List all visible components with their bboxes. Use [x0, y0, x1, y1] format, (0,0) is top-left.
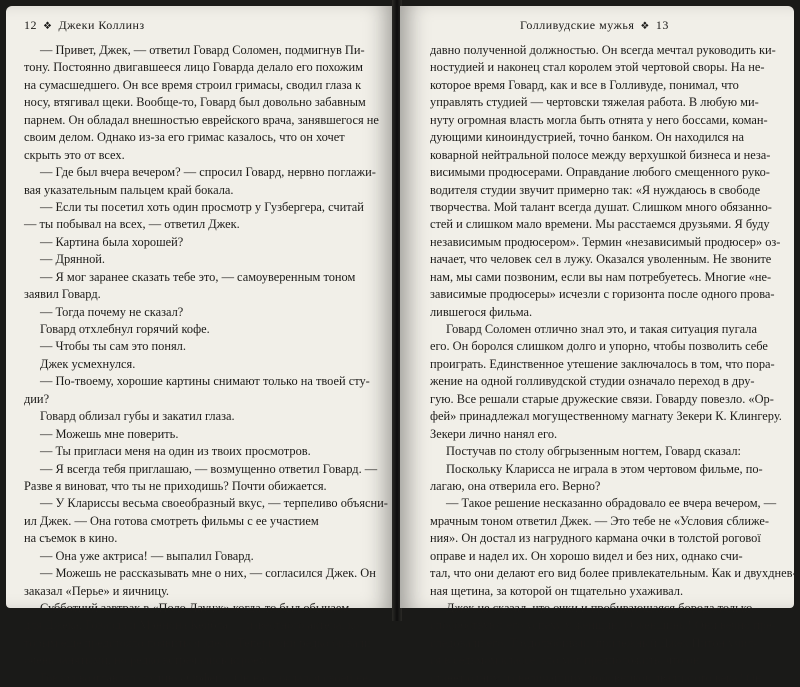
text-line: — Тогда почему не сказал?	[40, 304, 184, 319]
left-page-text	[24, 42, 388, 687]
text-line: которое время Говард, как и все в Голливуде, понимал, что	[430, 77, 739, 92]
text-line: Говард Соломен отлично знал это, и такая ситуация пугала	[446, 322, 757, 336]
text-line: Зекери лично нанял его.	[430, 426, 558, 441]
text-line: Говард облизал губы и закатил глаза.	[40, 409, 235, 424]
text-line: оправе и надел их. Он хорошо видел и без них, однако счи-	[430, 548, 743, 563]
text-line: заказал «Перье» и яичницу.	[24, 583, 170, 598]
right-page-text	[430, 42, 797, 687]
text-line: на сумасшедшего. Он все время строил гримасы, сводил глаза к	[24, 77, 362, 92]
text-line: ностудией и наконец стал королем этой чертовой своры. На не-	[430, 60, 765, 75]
text-line: своим делом. Однако из-за его гримас казалось, что он хочет	[24, 130, 345, 145]
text-line: тал, что они делают его вид более привлекательным. Как и двухднев-	[430, 566, 797, 581]
text-line: проиграть. Единственное утешение заключалось в том, что пора-	[430, 356, 775, 371]
text-line: — Ты пригласи меня на один из твоих просмотров.	[40, 444, 311, 459]
running-head-author: Джеки Коллинз	[58, 18, 145, 32]
text-line: на съемок в кино.	[24, 531, 118, 546]
text-line: следовали его. Трудолюбивый, прилежный Джек Питон учил-	[430, 635, 758, 650]
ornament-icon: ❖	[640, 21, 650, 32]
right-page-number: 13	[655, 18, 669, 32]
ornament-icon: ❖	[43, 21, 53, 32]
text-line: лагаю, она отверила его. Верно?	[430, 478, 601, 493]
text-line: его. Он боролся слишком долго и упорно, чтобы позволить себе	[430, 339, 768, 354]
text-line: дующими киноиндустрией, точно банком. Он находился на	[430, 130, 744, 145]
text-line: нам, мы сами позвоним, если вы нам потребуетесь. Многие «не-	[430, 269, 772, 284]
text-line: носу, втягивал щеки. Вообще-то, Говард был довольно забавным	[24, 95, 366, 110]
text-line: зависимые продюсеры» исчезли с горизонта после одного прова-	[430, 287, 775, 302]
text-line: Постучав по столу обгрызенным ногтем, Говард сказал:	[446, 444, 741, 459]
text-line: — Можешь не рассказывать мне о них, — согласился Джек. Он	[40, 566, 376, 581]
text-line: нуту огромная власть могла быть отнята у него боссами, коман-	[430, 112, 768, 127]
text-line: — Картина была хорошей?	[40, 234, 184, 249]
text-line: — Она уже актриса! — выпалил Говард.	[40, 548, 254, 563]
text-line: вая указательным пальцем край бокала.	[24, 182, 234, 197]
text-line: Джек не сказал, что очки и пробивающаяся борода только	[446, 601, 753, 615]
text-line: управлять студией — чертовски тяжелая работа. В любую ми-	[430, 95, 759, 110]
text-line: стей и слишком мало времени. Мы расстаемся друзьями. Я буду	[430, 217, 770, 232]
text-line: — По-твоему, хорошие картины снимают только на твоей сту-	[40, 374, 370, 389]
text-line: — Я всегда тебя приглашаю, — возмущенно ответил Говард. —	[40, 461, 378, 476]
text-line: — Чтобы ты сам это понял.	[40, 339, 186, 354]
text-line: тону. Постоянно двигавшееся лицо Говарда делало его похожим	[24, 60, 363, 75]
text-line: давно полученной должностью. Он всегда мечтал руководить ки-	[430, 43, 776, 57]
text-line: — Такое решение несказанно обрадовало ее вчера вечером, —	[446, 496, 777, 511]
text-line: — Если ты посетил хоть один просмотр у Гузбергера, считай	[40, 199, 364, 214]
text-line: станет одним из величайших любовников двадцатого века? Он	[430, 670, 762, 685]
text-line: гую. Все решали старые дружеские связи. Говарду повезло. «Ор-	[430, 391, 774, 406]
text-line: Джек усмехнулся.	[40, 356, 136, 371]
text-line: Говард возглавлял студию «Орфей». Он наслаждался своей не-	[40, 670, 373, 685]
text-line: начает, что человек сел в лужу. Оказался уволенным. Не звоните	[430, 252, 772, 267]
text-line: висимыми продюсерами. Оправдание любого смещенного руко-	[430, 165, 770, 180]
text-line: — Привет, Джек, — ответил Говард Соломен, подмигнув Пи-	[40, 43, 365, 57]
text-line: заявил Говард.	[24, 287, 101, 302]
text-line: ния». Он достал из нагрудного кармана очки в толстой рогової	[430, 531, 761, 546]
left-page-header	[24, 18, 145, 33]
text-line: — Дрянной.	[40, 252, 106, 267]
text-line: Поскольку Кларисса не играла в этом чертовом фильме, по-	[446, 461, 763, 476]
text-line: мрачным тоном ответил Джек. — Это тебе не «Условия сближе-	[430, 513, 769, 528]
text-line: Говард отхлебнул горячий кофе.	[40, 322, 210, 336]
text-line: фей» принадлежал могущественному магнату Зекери К. Клингеру.	[430, 409, 782, 424]
left-page-number: 12	[24, 18, 37, 32]
text-line: торым еще предстояло появиться здесь. Теперь они редко бывали	[24, 635, 371, 650]
running-head-title: Голливудские мужья	[520, 18, 635, 32]
text-line: — ты побывал на всех, — ответил Джек.	[24, 217, 240, 232]
text-line: Разве я виноват, что ты не приходишь? Почти обижается.	[24, 478, 327, 493]
text-line: независимым продюсером». Термин «независимый продюсер» оз-	[430, 234, 781, 249]
text-line: — У Клариссы весьма своеобразный вкус, — терпеливо объясни-	[40, 496, 388, 511]
text-line: — Я мог заранее сказать тебе это, — самоуверенным тоном	[40, 269, 356, 284]
text-line: скрыть это от всех.	[24, 147, 125, 162]
text-line: — Где был вчера вечером? — спросил Говард, нервно поглажи-	[40, 165, 376, 180]
text-line: — Можешь мне поверить.	[40, 426, 179, 441]
right-page-header	[520, 18, 669, 33]
left-page	[6, 6, 394, 685]
text-line: способствуют его успеху у женщин. О женщины! Они вечно пре-	[430, 618, 776, 633]
text-line: очень занятыми, но редко встречались втроем.	[24, 653, 270, 668]
text-line: ил Джек. — Она готова смотреть фильмы с ее участием	[24, 513, 319, 528]
text-line: водителя студии звучит примерно так: «Я нуждаюсь в свободе	[430, 182, 761, 197]
text-line: ся в седьмом классе, кто мог предположить, что он	[430, 653, 700, 668]
text-line: творчества. Мой талант всегда душат. Слишком много обязанно-	[430, 199, 772, 214]
text-line: парнем. Он обладал внешностью еврейского врача, занявшегося не	[24, 112, 379, 127]
text-line: дии?	[24, 391, 50, 406]
text-line: Субботний завтрак в «Поло Лаунж» когда-то был обычаем	[40, 601, 350, 615]
text-line: для Джека, Говарда и Мэннона Кейбла — известного актера, ко-	[24, 618, 364, 633]
text-line: ная щетина, за которой он тщательно ухаживал.	[430, 583, 684, 598]
right-page	[400, 6, 797, 685]
text-line: жение на одной голливудской студии означало переход в дру-	[430, 374, 755, 389]
text-line: лившегося фильма.	[430, 304, 533, 319]
text-line: коварной нейтральной полосе между верхушкой бизнеса и неза-	[430, 147, 771, 162]
